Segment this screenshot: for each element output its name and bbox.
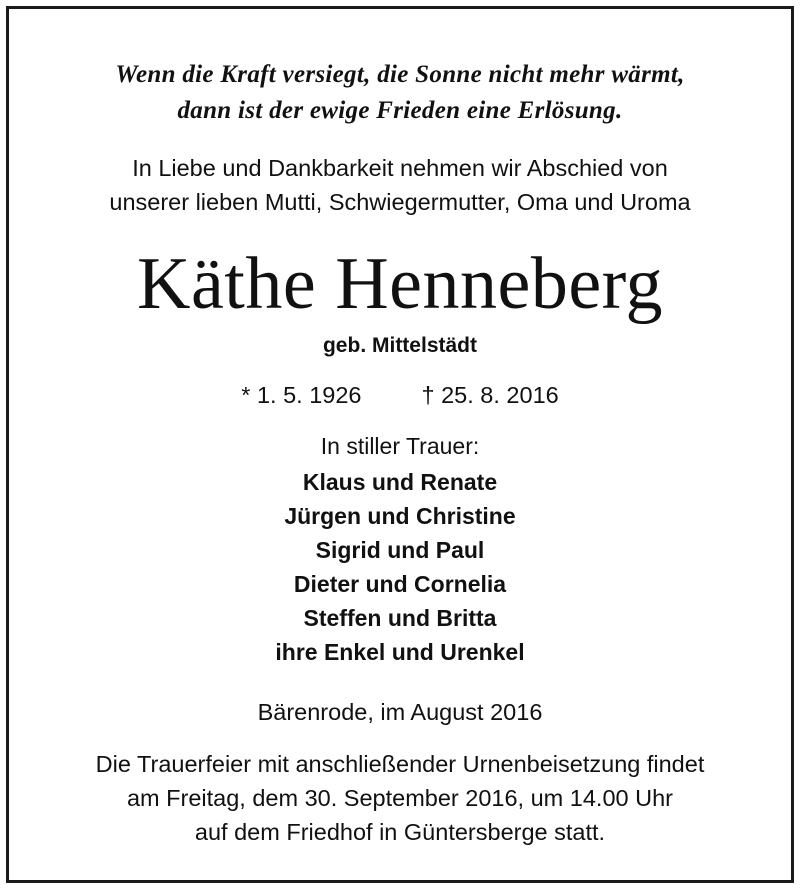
- death-date: † 25. 8. 2016: [421, 382, 559, 408]
- motto-line: Wenn die Kraft versiegt, die Sonne nicht mehr wärmt,: [115, 61, 685, 88]
- birth-date: * 1. 5. 1926: [241, 382, 362, 408]
- motto-line: dann ist der ewige Frieden eine Erlösung.: [177, 97, 623, 124]
- intro-line: In Liebe und Dankbarkeit nehmen wir Abschied von: [132, 155, 668, 181]
- mourners-list: [9, 465, 791, 669]
- place-and-date: Bärenrode, im August 2016: [257, 699, 543, 725]
- mourner-entry: Sigrid und Paul: [315, 537, 485, 563]
- deceased-name: Käthe Henneberg: [137, 243, 663, 325]
- maiden-name: geb. Mittelstädt: [322, 334, 477, 357]
- mourner-entry: Klaus und Renate: [302, 469, 498, 495]
- mourner-entry: Dieter und Cornelia: [293, 571, 507, 597]
- life-dates: [9, 378, 791, 412]
- intro-line: unserer lieben Mutti, Schwiegermutter, Oma und Uroma: [109, 189, 691, 215]
- mourner-entry: ihre Enkel und Urenkel: [275, 639, 525, 665]
- mourner-entry: Steffen und Britta: [303, 605, 497, 631]
- funeral-info: [9, 747, 791, 849]
- funeral-line: auf dem Friedhof in Güntersberge statt.: [194, 819, 606, 845]
- mourning-label: In stiller Trauer:: [320, 433, 480, 459]
- funeral-line: am Freitag, dem 30. September 2016, um 14.00 Uhr: [126, 785, 673, 811]
- mourner-entry: Jürgen und Christine: [284, 503, 516, 529]
- obituary-notice: [6, 6, 794, 883]
- intro-text: [9, 151, 791, 219]
- motto-quote: [9, 57, 791, 129]
- funeral-line: Die Trauerfeier mit anschließender Urnenbeisetzung findet: [95, 751, 705, 777]
